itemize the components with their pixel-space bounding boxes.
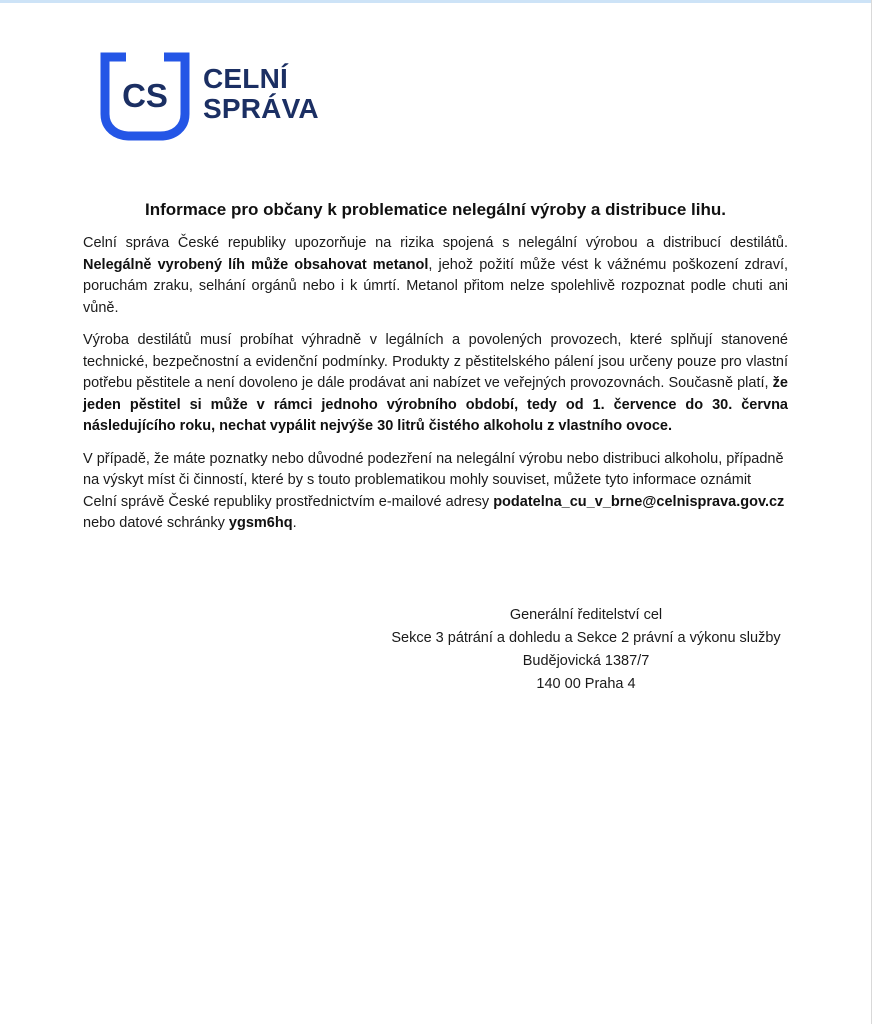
p2-bold-limit: že jeden pěstitel si může v rámci jednoho výrobního období, tedy od 1. července do 30. června následujícího roku, nechat vypálit nejvýše 30 litrů čistého alkoholu z vlastního ovoce. [83,375,788,434]
p3-text-1: V případě, že máte poznatky nebo důvodné podezření na nelegální výrobu nebo distribuci alkoholu, případně na výskyt míst či činností, které by s touto problematikou mohly souviset, můžete tyto informace oznámit Celní správě České republiky prostřednictvím e-mailové adresy [83,450,784,510]
signature-line-1: Generální ředitelství cel [509,607,663,623]
celni-sprava-logo [100,52,330,142]
p3-text-3: . [292,515,297,531]
paragraph-report-contact [83,449,788,535]
cs-emblem-icon [100,52,190,142]
logo-wordmark [203,64,319,124]
signature-line-4: 140 00 Praha 4 [536,676,636,692]
logo-line1: CELNÍ [203,63,288,94]
page-top-edge [0,0,872,3]
signature-block [390,604,782,696]
p1-bold-methanol: Nelegálně vyrobený líh může obsahovat metanol [83,256,429,273]
p3-text-2: nebo datové schránky [83,515,229,531]
logo-line2: SPRÁVA [203,93,319,124]
document-body [83,233,788,546]
document-title: Informace pro občany k problematice nelegální výroby a distribuce lihu. [145,200,726,219]
contact-email: podatelna_cu_v_brne@celnisprava.gov.cz [493,493,785,510]
paragraph-production-rules [83,330,788,438]
signature-line-2: Sekce 3 pátrání a dohledu a Sekce 2 právní a výkonu služby [391,630,781,646]
p2-text-1: Výroba destilátů musí probíhat výhradně v legálních a povolených provozech, které splňují stanovené technické, bezpečnostní a evidenční podmínky. Produkty z pěstitelského pálení jsou určeny pouze pro vlastní potřebu pěstitele a není dovoleno je dále prodávat ani nabízet ve veřejných provozovnách. Současně platí, [83,332,788,391]
signature-line-3: Budějovická 1387/7 [522,653,650,669]
logo-initials: CS [122,77,168,114]
data-box-id: ygsm6hq [228,515,293,531]
p1-text-1: Celní správa České republiky upozorňuje na rizika spojená s nelegální výrobou a distribucí destilátů. [83,235,788,251]
paragraph-methanol-warning [83,233,788,319]
p1-text-2: , jehož požití může vést k vážnému poškození zdraví, poruchám zraku, selhání orgánů nebo i k úmrtí. Metanol přitom nelze spolehlivě rozpoznat podle chuti ani vůně. [83,256,789,316]
